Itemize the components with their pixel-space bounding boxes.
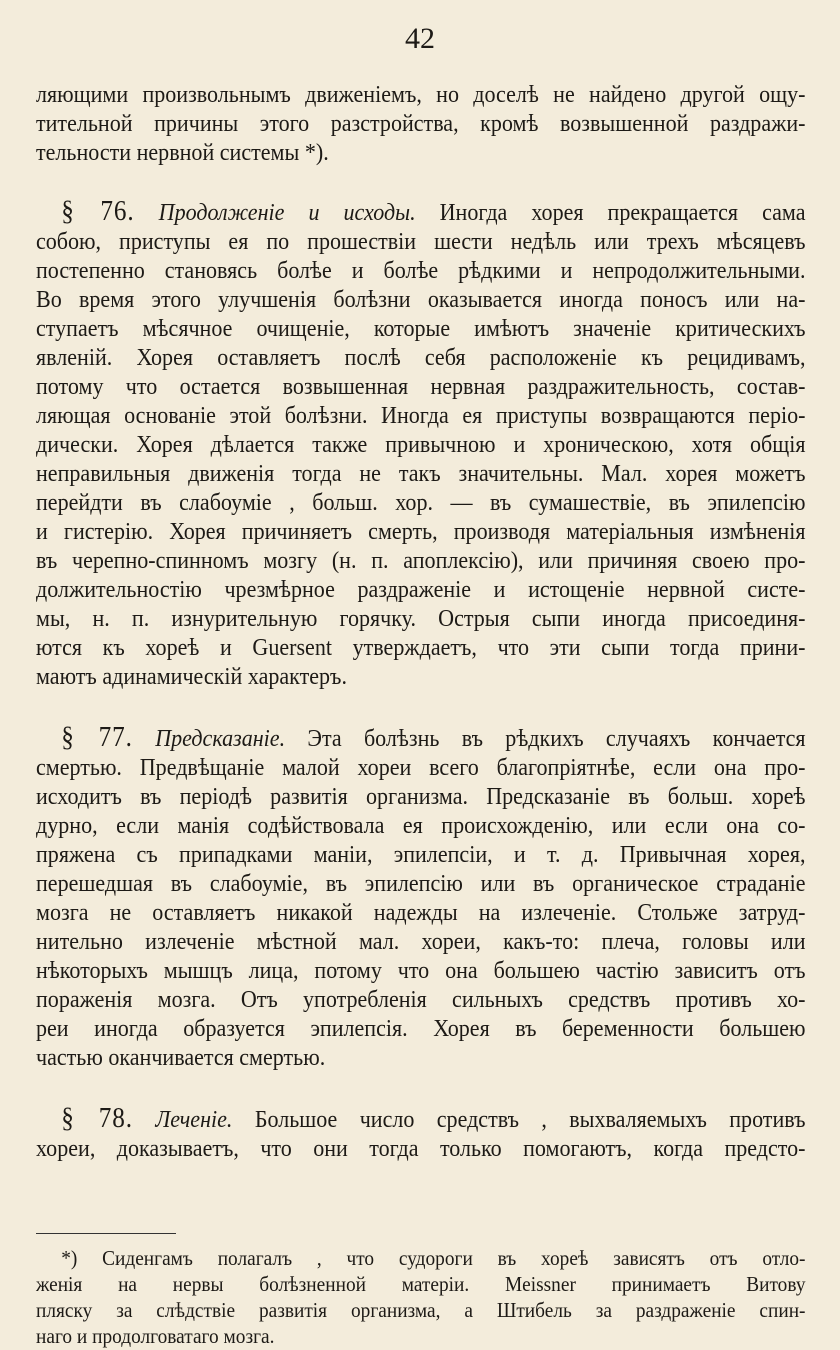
section-heading-line: [36, 197, 806, 227]
text-line: потому что остается возвышенная нервная раздражительность, состав-: [36, 373, 806, 400]
text-line: дически. Хорея дѣлается также привычною и хроническою, хотя общiя: [36, 431, 806, 458]
continuation-paragraph: [36, 80, 806, 167]
text-line: постепенно становясь болѣе и болѣе рѣдкими и непродолжительными.: [36, 257, 806, 284]
text-line: неправильныя движенiя тогда не такъ значительны. Мал. хорея можетъ: [36, 460, 806, 487]
text-line: маютъ адинамическiй характеръ.: [36, 663, 347, 690]
text-line: собою, приступы ея по прошествiи шести недѣль или трехъ мѣсяцевъ: [36, 228, 806, 255]
main-text: [36, 80, 806, 1163]
text-line: пораженiя мозга. Отъ употребленiя сильныхъ средствъ противъ хо-: [36, 986, 806, 1013]
footnote-line: пляску за слѣдствiе развитiя организма, а Штибель за раздраженiе спин-: [36, 1298, 806, 1322]
section-number: § 78.: [61, 1103, 133, 1134]
footnote: [36, 1245, 806, 1349]
section-78: [36, 1104, 806, 1163]
text-line: явленiй. Хорея оставляетъ послѣ себя расположенiе къ рецидивамъ,: [36, 344, 806, 371]
section-title: Продолженiе и исходы.: [158, 199, 416, 226]
text-line: нительно излеченiе мѣстной мал. хореи, какъ-то: плеча, головы или: [36, 928, 806, 955]
text-line: пряжена съ припадками манiи, эпилепсiи, и т. д. Привычная хорея,: [36, 841, 806, 868]
text-line: перейдти въ слабоумiе , больш. хор. — въ сумашествiе, въ эпилепсiю: [36, 489, 806, 516]
text-line: въ черепно-спинномъ мозгу (н. п. апоплексiю), или причиняя своею про-: [36, 547, 806, 574]
text-fragment: Большое число средствъ , выхваляемыхъ противъ: [254, 1106, 806, 1133]
text-line: реи иногда образуется эпилепсiя. Хорея въ беременности большею: [36, 1015, 806, 1042]
text-line: перешедшая въ слабоумiе, въ эпилепсiю или въ органическое страданiе: [36, 870, 806, 897]
text-line: нѣкоторыхъ мышцъ лица, потому что она большею частiю зависитъ отъ: [36, 957, 806, 984]
text-fragment: Иногда хорея прекращается сама: [439, 199, 806, 226]
page-number: 42: [405, 22, 435, 55]
section-heading-line: [36, 723, 806, 753]
section-76: [36, 197, 806, 691]
text-line: хореи, доказываетъ, что они тогда только помогаютъ, когда предсто-: [36, 1135, 806, 1162]
section-number: § 77.: [61, 722, 133, 753]
footnote-line: *) Сиденгамъ полагалъ , что судороги въ хореѣ зависятъ отъ отло-: [61, 1246, 806, 1270]
text-line: мы, н. п. изнурительную горячку. Острыя сыпи иногда присоединя-: [36, 605, 806, 632]
text-line: ляющая основанiе этой болѣзни. Иногда ея приступы возвращаются перiо-: [36, 402, 806, 429]
text-line: частью оканчивается смертью.: [36, 1044, 326, 1071]
text-line: исходитъ въ перiодѣ развитiя организма. Предсказанiе въ больш. хореѣ: [36, 783, 806, 810]
footnote-line: наго и продолговатаго мозга.: [36, 1324, 275, 1348]
text-fragment: Эта болѣзнь въ рѣдкихъ случаяхъ кончается: [307, 725, 806, 752]
text-line: и гистерiю. Хорея причиняетъ смерть, производя матерiальныя измѣненiя: [36, 518, 806, 545]
section-title: Леченiе.: [155, 1106, 233, 1133]
section-77: [36, 723, 806, 1072]
text-line: смертью. Предвѣщанiе малой хореи всего благопрiятнѣе, если она про-: [36, 754, 806, 781]
text-line: Во время этого улучшенiя болѣзни оказывается иногда поносъ или на-: [36, 286, 806, 313]
section-title: Предсказанiе.: [155, 725, 286, 752]
text-line: тительной причины этого разстройства, кромѣ возвышенной раздражи-: [36, 110, 806, 137]
footnote-rule: [36, 1233, 176, 1234]
section-heading-line: [36, 1104, 806, 1134]
text-line: ляющими произвольнымъ движенiемъ, но доселѣ не найдено другой ощу-: [36, 81, 806, 108]
text-line: мозга не оставляетъ никакой надежды на излеченiе. Стольже затруд-: [36, 899, 806, 926]
text-line: ступаетъ мѣсячное очищенiе, которые имѣютъ значенiе критическихъ: [36, 315, 806, 342]
footnote-line: женiя на нервы болѣзненной матерiи. Meissner принимаетъ Витову: [36, 1272, 806, 1296]
text-line: дурно, если манiя содѣйствовала ея происхожденiю, или если она со-: [36, 812, 806, 839]
text-line: тельности нервной системы *).: [36, 139, 329, 166]
text-line: должительностiю чрезмѣрное раздраженiе и истощенiе нервной систе-: [36, 576, 806, 603]
text-line: ются къ хореѣ и Guersent утверждаетъ, что эти сыпи тогда прини-: [36, 634, 806, 661]
footnote-text: [36, 1245, 806, 1349]
section-number: § 76.: [61, 196, 135, 227]
